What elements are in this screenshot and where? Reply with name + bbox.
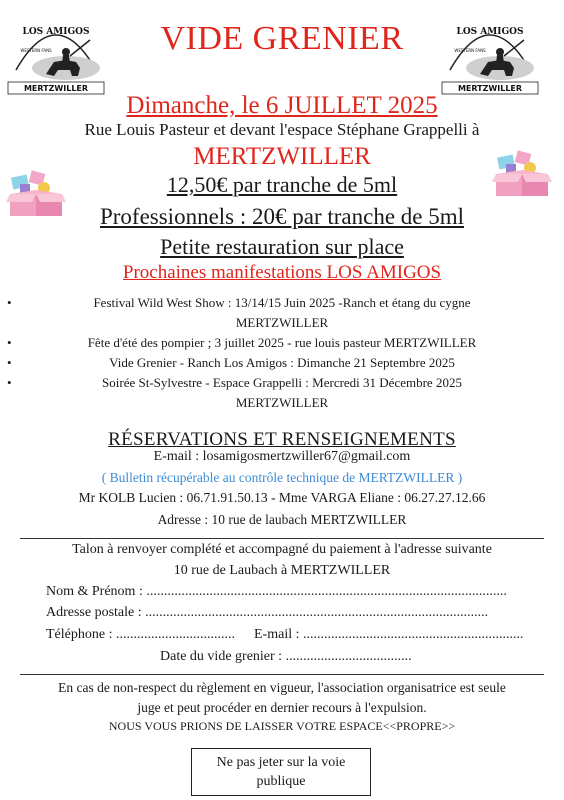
name-field[interactable]: Nom & Prénom : .......................................................................................................	[46, 584, 507, 599]
bulletin-info: ( Bulletin récupérable au contrôle technique de MERTZWILLER )	[101, 470, 463, 485]
event-address: Rue Louis Pasteur et devant l'espace Stéphane Grappelli à	[84, 120, 480, 139]
event-line: Festival Wild West Show : 13/14/15 Juin 2025 -Ranch et étang du cygne	[93, 295, 471, 310]
list-item	[0, 333, 564, 353]
event-city: MERTZWILLER	[193, 143, 371, 170]
contact-email[interactable]: E-mail : losamigosmertzwiller67@gmail.com	[153, 449, 411, 464]
do-not-litter-box	[191, 748, 371, 796]
event-line: Soirée St-Sylvestre - Espace Grappelli : Mercredi 31 Décembre 2025	[102, 375, 462, 390]
list-item	[0, 373, 564, 413]
logo-bottom-text: MERTZWILLER	[457, 84, 523, 93]
divider	[20, 674, 544, 675]
upcoming-events-title: Prochaines manifestations LOS AMIGOS	[122, 262, 442, 283]
price-professional: Professionnels : 20€ par tranche de 5ml	[99, 204, 465, 229]
page-title: VIDE GRENIER	[160, 20, 404, 57]
form-address: 10 rue de Laubach à MERTZWILLER	[173, 563, 391, 578]
box-line: publique	[256, 774, 306, 789]
postal-address-field[interactable]: Adresse postale : ..................................................................................................	[46, 605, 489, 620]
list-item	[0, 353, 564, 373]
reservations-title: RÉSERVATIONS ET RENSEIGNEMENTS	[108, 429, 456, 450]
events-list	[0, 293, 564, 413]
email-field[interactable]: E-mail : ...............................................................	[254, 627, 524, 642]
notice-line: juge et peut procéder en dernier recours à l'expulsion.	[137, 700, 427, 715]
price-individual: 12,50€ par tranche de 5ml	[166, 172, 398, 197]
bullet-icon: •	[7, 375, 12, 390]
notice-line: En cas de non-respect du règlement en vigueur, l'association organisatrice est seule	[58, 680, 506, 695]
box-line: Ne pas jeter sur la voie	[216, 755, 346, 770]
event-line: MERTZWILLER	[235, 315, 329, 330]
event-line: Fête d'été des pompier ; 3 juillet 2025 - rue louis pasteur MERTZWILLER	[87, 335, 477, 350]
bullet-icon: •	[7, 355, 12, 370]
list-item	[0, 293, 564, 333]
event-date: Dimanche, le 6 JUILLET 2025	[126, 92, 438, 119]
phone-field[interactable]: Téléphone : ..................................	[46, 627, 235, 642]
date-field[interactable]: Date du vide grenier : ....................................	[160, 649, 412, 664]
contact-address: Adresse : 10 rue de laubach MERTZWILLER	[157, 512, 407, 527]
form-title: Talon à renvoyer complété et accompagné du paiement à l'adresse suivante	[72, 542, 492, 557]
notice-line: NOUS VOUS PRIONS DE LAISSER VOTRE ESPACE<<PROPRE>>	[108, 719, 456, 733]
bullet-icon: •	[7, 295, 12, 310]
food-info: Petite restauration sur place	[160, 234, 404, 259]
logo-sub-text: WESTERN FANS	[20, 48, 52, 53]
logo-sub-text: WESTERN FANS	[454, 48, 486, 53]
event-line: MERTZWILLER	[235, 395, 329, 410]
logo-bottom-text: MERTZWILLER	[23, 84, 89, 93]
logo-top-text: LOS AMIGOS	[22, 27, 90, 37]
bullet-icon: •	[7, 335, 12, 350]
divider	[20, 538, 544, 539]
logo-top-text: LOS AMIGOS	[456, 27, 524, 37]
contact-phones: Mr KOLB Lucien : 06.71.91.50.13 - Mme VARGA Eliane : 06.27.27.12.66	[78, 490, 486, 505]
event-line: Vide Grenier - Ranch Los Amigos : Dimanche 21 Septembre 2025	[109, 355, 455, 370]
